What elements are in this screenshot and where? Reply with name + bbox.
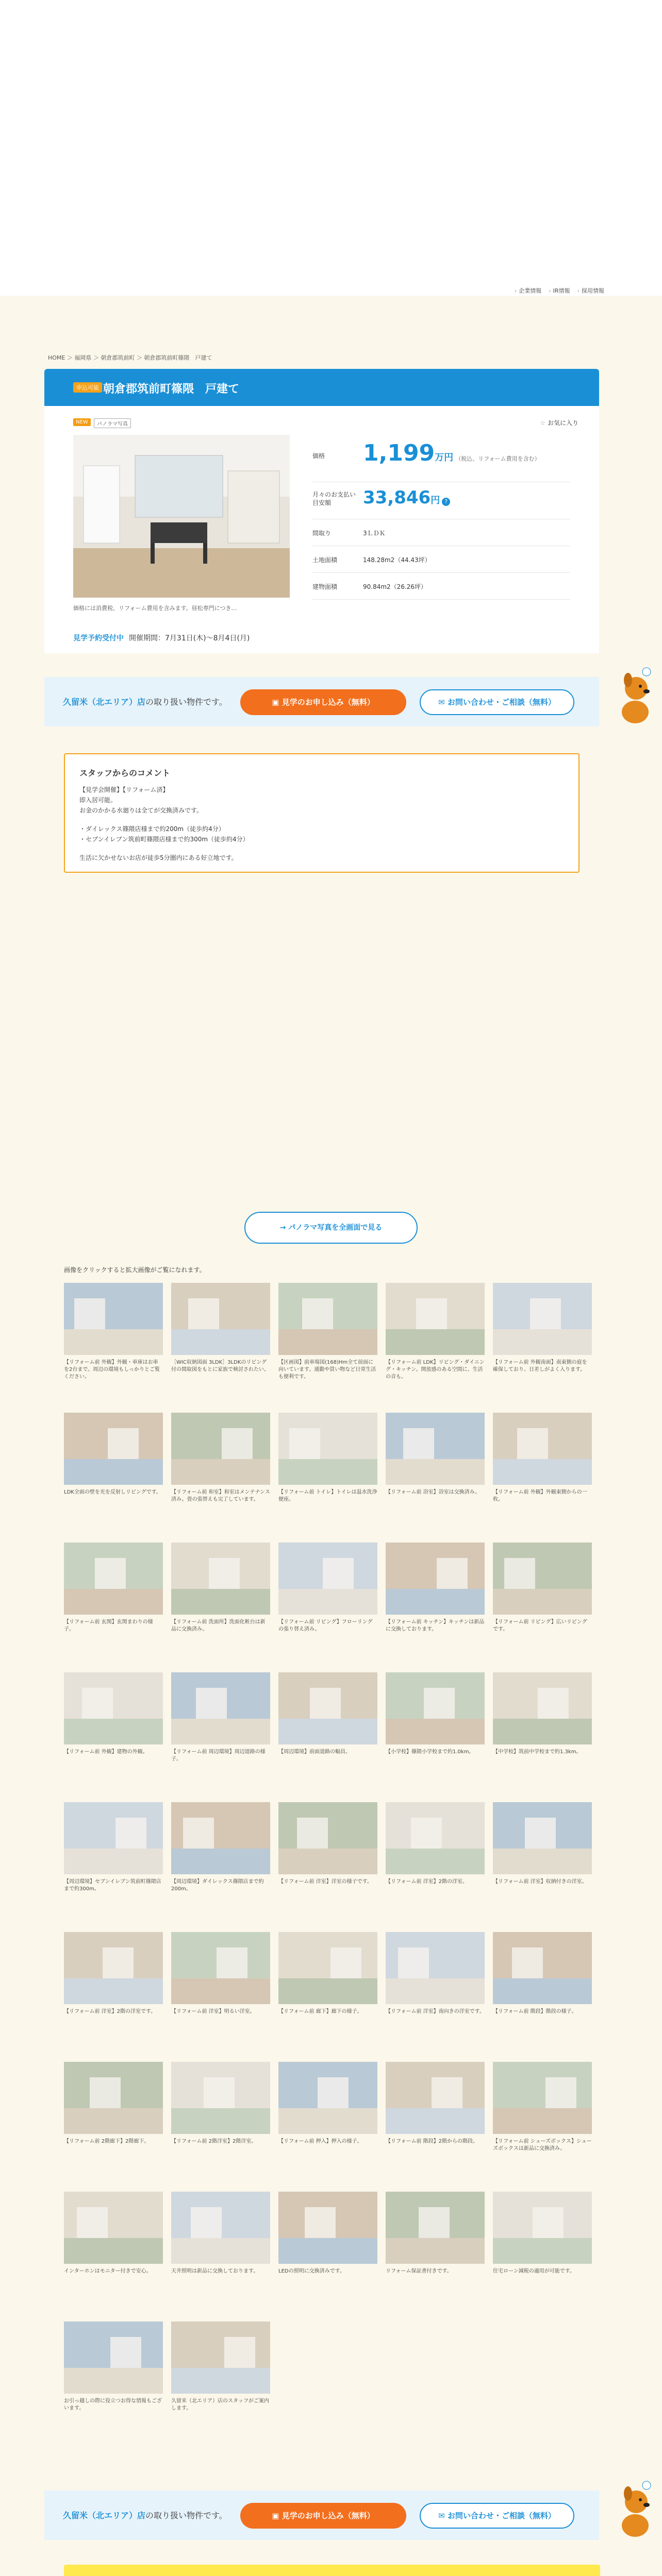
- gallery-caption: 【リフォーム前 外観南面】南東側の庭を確保しており、日差しがよく入ります。: [493, 1360, 587, 1372]
- gallery-thumbnail[interactable]: [64, 1802, 163, 1907]
- gallery-thumbnail[interactable]: [278, 1283, 377, 1388]
- cta-text: [63, 696, 227, 707]
- cta-text-suffix: の取り扱い物件です。: [145, 2511, 227, 2520]
- gallery-caption: 【リフォーム前 周辺環境】周辺道路の様子。: [171, 1749, 266, 1762]
- gallery-hint: 画像をクリックすると拡大画像がご覧になれます。: [64, 1266, 206, 1274]
- gallery-thumbnail[interactable]: [64, 2062, 163, 2167]
- price-unit: 万円: [435, 452, 454, 463]
- store-name[interactable]: 久留米（北エリア）店: [63, 697, 146, 707]
- top-links: [515, 286, 604, 295]
- top-link-ir[interactable]: › IR情報: [549, 286, 570, 295]
- building-area-label: 建物面積: [312, 583, 338, 590]
- monthly-unit: 円: [431, 495, 440, 506]
- top-link-recruit[interactable]: › 採用情報: [577, 286, 604, 295]
- building-area-value: 90.84m2（26.26坪）: [363, 583, 427, 590]
- gallery-thumbnail[interactable]: [386, 1413, 485, 1518]
- gallery-photo-icon: [278, 1672, 377, 1744]
- gallery-thumbnail[interactable]: [171, 1932, 270, 2037]
- gallery-caption: 【リフォーム前 洋室】2階の洋室です。: [64, 2009, 156, 2014]
- gallery-photo-icon: [493, 2192, 592, 2264]
- open-house-line: [73, 633, 250, 643]
- price-value-group: [363, 440, 540, 466]
- comment-line: 【見学会開催】【リフォーム済】: [79, 786, 169, 793]
- gallery-caption: 【リフォーム前 外観】外観・車庫はお車を2台まで。周辺の環境もしっかりとご覧ください。: [64, 1360, 160, 1380]
- top-link-company[interactable]: › 企業情報: [515, 286, 541, 295]
- gallery-photo-icon: [171, 1543, 270, 1615]
- gallery-caption: 【リフォーム前 廊下】廊下の様子。: [278, 2009, 362, 2014]
- cta-text-suffix: の取り扱い物件です。: [145, 697, 227, 707]
- gallery-thumbnail[interactable]: [493, 1413, 592, 1518]
- mascot-icon: [615, 663, 656, 724]
- gallery-photo-icon: [386, 1413, 485, 1485]
- favorite-button[interactable]: ☆ お気に入り: [540, 418, 578, 427]
- gallery-thumbnail[interactable]: [493, 1543, 592, 1648]
- gallery-caption: 【リフォーム前 外観】外観東側からの一枚。: [493, 1489, 587, 1502]
- comment-spacer: [79, 844, 564, 853]
- gallery-thumbnail[interactable]: [493, 1283, 592, 1388]
- panorama-button-label: パノラマ写真を全画面で見る: [288, 1224, 383, 1232]
- gallery-caption: 【リフォーム前 洋室】南向きの洋室です。: [386, 2009, 485, 2014]
- gallery-photo-icon: [64, 2062, 163, 2134]
- gallery-thumbnail[interactable]: [64, 1543, 163, 1648]
- gallery-photo-icon: [493, 1283, 592, 1355]
- gallery-photo-icon: [64, 1672, 163, 1744]
- gallery-caption: 【リフォーム前 階段】2階からの階段。: [386, 2139, 478, 2144]
- gallery-photo-icon: [171, 1802, 270, 1874]
- gallery-photo-icon: [386, 1543, 485, 1615]
- gallery-caption: 【リフォーム前 2階洋室】2階洋室。: [171, 2139, 257, 2144]
- comment-line: お金のかかる水廻りは全てが交換済みです。: [79, 807, 203, 814]
- mascot-icon: [615, 2476, 656, 2538]
- status-badge: 申込可能: [73, 382, 102, 393]
- cta-text: [63, 2509, 227, 2521]
- gallery-caption: 【リフォーム前 トイレ】トイレは温水洗浄便座。: [278, 1489, 377, 1502]
- visit-apply-label: 見学のお申し込み（無料）: [282, 2511, 375, 2520]
- staff-comment-title: スタッフからのコメント: [79, 768, 171, 778]
- gallery-photo-icon: [64, 2192, 163, 2264]
- gallery-thumbnail[interactable]: [493, 1672, 592, 1777]
- gallery-thumbnail[interactable]: [386, 1543, 485, 1648]
- breadcrumb[interactable]: HOME ＞ 福岡県 ＞ 朝倉郡筑前町 ＞ 朝倉郡筑前町篠隈 戸建て: [48, 354, 212, 361]
- gallery-photo-icon: [493, 2062, 592, 2134]
- gallery-photo-icon: [278, 1543, 377, 1615]
- price-value: 1,199: [363, 440, 435, 466]
- gallery-thumbnail[interactable]: [171, 2192, 270, 2297]
- comment-line: ・セブンイレブン筑前町篠隈店様まで約300m（徒歩約4分）: [79, 836, 249, 843]
- gallery-photo-icon: [493, 1543, 592, 1615]
- gallery-caption: 【周辺環境】ダイレックス篠隈店まで約200m。: [171, 1879, 264, 1892]
- gallery-photo-icon: [386, 2062, 485, 2134]
- gallery-photo-icon: [171, 1283, 270, 1355]
- main-photo[interactable]: [73, 435, 290, 598]
- land-area-label: 土地面積: [312, 556, 338, 564]
- gallery-thumbnail[interactable]: [386, 1932, 485, 2037]
- gallery-caption: 【区画図】前車場図(168)Hm全て前面に向いています。通勤や買い物など日常生活も便利です。: [278, 1360, 376, 1380]
- gallery-photo-icon: [278, 1932, 377, 2004]
- gallery-thumbnail[interactable]: [493, 1802, 592, 1907]
- info-icon[interactable]: ?: [442, 498, 450, 506]
- gallery-caption: 久留米（北エリア）店のスタッフがご案内します。: [171, 2398, 269, 2411]
- gallery-thumbnail[interactable]: [64, 2321, 163, 2427]
- gallery-caption: 【周辺環境】前面道路の幅員。: [278, 1749, 351, 1755]
- gallery-photo-icon: [171, 1413, 270, 1485]
- gallery-photo-icon: [278, 1413, 377, 1485]
- gallery-thumbnail[interactable]: [278, 1543, 377, 1648]
- gallery-thumbnail[interactable]: [278, 1802, 377, 1907]
- open-house-period: 開催期間：7月31日(木)〜8月4日(月): [129, 634, 250, 642]
- gallery-thumbnail[interactable]: [386, 1283, 485, 1388]
- spec-floorplan-row: [312, 519, 570, 546]
- gallery-photo-icon: [171, 1932, 270, 2004]
- gallery-photo-icon: [386, 2192, 485, 2264]
- gallery-thumbnail[interactable]: [386, 1802, 485, 1907]
- property-detail-card: [44, 406, 599, 653]
- gallery-thumbnail[interactable]: [171, 2321, 270, 2427]
- gallery-photo-icon: [278, 2192, 377, 2264]
- spec-monthly-row: [312, 482, 570, 519]
- gallery-caption: 【リフォーム前 外観】建物の外観。: [64, 1749, 148, 1755]
- gallery-thumbnail[interactable]: [171, 1672, 270, 1777]
- mail-icon: ✉: [438, 698, 448, 707]
- inquiry-button[interactable]: [420, 689, 574, 715]
- gallery-photo-icon: [493, 1413, 592, 1485]
- open-house-label: 見学予約受付中: [73, 634, 124, 642]
- gallery-caption: ［WIC収納図面 3LDK］3LDKのリビング付の間取図をもとに家族で検討されたい。: [171, 1360, 269, 1372]
- comment-line: ・ダイレックス篠隈店様まで約200m（徒歩約4分）: [79, 825, 225, 833]
- spec-land-row: [312, 546, 570, 573]
- cta-band-bottom: [44, 2490, 599, 2540]
- calendar-icon: ▣: [272, 698, 282, 707]
- gallery-caption: 【リフォーム前 キッチン】キッチンは新品に交換しております。: [386, 1619, 485, 1632]
- gallery-caption: インターホンはモニター付きで安心。: [64, 2268, 152, 2274]
- gallery-caption: 【リフォーム前 リビング】広いリビングです。: [493, 1619, 587, 1632]
- comment-spacer: [79, 816, 564, 824]
- gallery-caption: 【小学校】篠隈小学校まで約1.0km。: [386, 1749, 474, 1755]
- gallery-caption: 【リフォーム前 リビング】フローリングの張り替え済み。: [278, 1619, 373, 1632]
- arrow-right-icon: →: [279, 1224, 289, 1232]
- gallery-caption: 【リフォーム前 階段】階段の様子。: [493, 2009, 577, 2014]
- living-room-photo-icon: [73, 435, 290, 598]
- gallery-photo-icon: [171, 1672, 270, 1744]
- cta-band-top: [44, 677, 599, 726]
- gallery-photo-icon: [64, 1802, 163, 1874]
- gallery-thumbnail[interactable]: [386, 2062, 485, 2167]
- main-photo-caption: 価格には消費税、リフォーム費用を含みます。昼松専門につき…: [73, 605, 237, 612]
- gallery-thumbnail[interactable]: [171, 2062, 270, 2167]
- gallery-thumbnail[interactable]: [171, 1802, 270, 1907]
- gallery-thumbnail[interactable]: [278, 1932, 377, 2037]
- gallery-thumbnail[interactable]: [64, 2192, 163, 2297]
- gallery-caption: 【リフォーム前 洋室】2階の洋室。: [386, 1879, 468, 1885]
- gallery-caption: 【リフォーム前 シューズボックス】シューズボックスは新品に交換済み。: [493, 2139, 592, 2151]
- gallery-caption: 【リフォーム前 洋室】明るい洋室。: [171, 2009, 255, 2014]
- gallery-thumbnail[interactable]: [64, 1413, 163, 1518]
- gallery-photo-icon: [493, 1802, 592, 1874]
- property-title-bar: [44, 369, 599, 406]
- gallery-caption: 【中学校】筑前中学校まで約1.3km。: [493, 1749, 582, 1755]
- new-badge: NEW: [73, 418, 91, 426]
- gallery-caption: 天井照明は新品に交換しております。: [171, 2268, 259, 2274]
- gallery-photo-icon: [386, 1672, 485, 1744]
- gallery-photo-icon: [64, 1932, 163, 2004]
- gallery-caption: お引っ越しの際に役立つお得な情報もございます。: [64, 2398, 162, 2411]
- spec-building-row: [312, 573, 570, 600]
- gallery-thumbnail[interactable]: [493, 2192, 592, 2297]
- gallery-photo-icon: [64, 1283, 163, 1355]
- monthly-value: 33,846: [363, 487, 431, 508]
- gallery-photo-icon: [493, 1672, 592, 1744]
- gallery-photo-icon: [278, 2062, 377, 2134]
- page-title: 朝倉郡筑前町篠隈 戸建て: [103, 383, 240, 396]
- gallery-photo-icon: [386, 1802, 485, 1874]
- store-name[interactable]: 久留米（北エリア）店: [63, 2511, 146, 2520]
- gallery-thumbnail[interactable]: [64, 1283, 163, 1388]
- panorama-badge: パノラマ写真: [94, 418, 131, 428]
- comment-line: 生活に欠かせないお店が徒歩5分圏内にある好立地です。: [79, 854, 238, 861]
- gallery-photo-icon: [171, 2321, 270, 2394]
- gallery-caption: LEDの照明に交換済みです。: [278, 2268, 345, 2274]
- inquiry-button[interactable]: [420, 2503, 574, 2529]
- inquiry-label: お問い合わせ・ご相談（無料）: [447, 698, 556, 707]
- gallery-thumbnail[interactable]: [171, 1283, 270, 1388]
- gallery-photo-icon: [278, 1283, 377, 1355]
- gallery-photo-icon: [386, 1932, 485, 2004]
- gallery-photo-icon: [386, 1283, 485, 1355]
- gallery-caption: 【リフォーム前 浴室】浴室は交換済み。: [386, 1489, 481, 1495]
- visit-apply-label: 見学のお申し込み（無料）: [282, 698, 375, 707]
- gallery-thumbnail[interactable]: [493, 2062, 592, 2167]
- gallery-thumbnail[interactable]: [493, 1932, 592, 2037]
- gallery-thumbnail[interactable]: [171, 1543, 270, 1648]
- gallery-thumbnail[interactable]: [278, 2192, 377, 2297]
- gallery-caption: 【リフォーム前 押入】押入の様子。: [278, 2139, 362, 2144]
- gallery-caption: 【リフォーム前 LDK】リビング・ダイニング・キッチン。開放感のある空間に、生活の音も。: [386, 1360, 485, 1380]
- gallery-thumbnail[interactable]: [278, 1413, 377, 1518]
- gallery-caption: 【リフォーム前 2階廊下】2階廊下。: [64, 2139, 150, 2144]
- gallery-caption: 【リフォーム前 洗面所】洗面化粧台は新品に交換済み。: [171, 1619, 266, 1632]
- gallery-photo-icon: [171, 2192, 270, 2264]
- gallery-caption: リフォーム保証書付きです。: [386, 2268, 452, 2274]
- gallery-thumbnail[interactable]: [386, 2192, 485, 2297]
- gallery-thumbnail[interactable]: [171, 1413, 270, 1518]
- gallery-caption: 【リフォーム前 洋室】収納付きの洋室。: [493, 1879, 587, 1885]
- gallery-photo-icon: [171, 2062, 270, 2134]
- gallery-caption: 【リフォーム前 和室】和室はメンテナンス済み。畳の張替えも完了しています。: [171, 1489, 270, 1502]
- gallery-photo-icon: [64, 1543, 163, 1615]
- gallery-thumbnail[interactable]: [278, 2062, 377, 2167]
- gallery-photo-icon: [493, 1932, 592, 2004]
- land-area-value: 148.28m2（44.43坪）: [363, 556, 431, 564]
- gallery-caption: LDK全面の壁を光を反射しリビングです。: [64, 1489, 161, 1495]
- gallery-thumbnail[interactable]: [64, 1672, 163, 1777]
- gallery-caption: 【周辺環境】セブンイレブン筑前町篠隈店まで約300m。: [64, 1879, 161, 1892]
- gallery-caption: 【リフォーム前 洋室】洋室の様子です。: [278, 1879, 372, 1885]
- gallery-thumbnail[interactable]: [278, 1672, 377, 1777]
- gallery-photo-icon: [64, 1413, 163, 1485]
- panorama-fullscreen-button[interactable]: [244, 1212, 418, 1244]
- gallery-photo-icon: [278, 1802, 377, 1874]
- visit-apply-button[interactable]: [240, 689, 406, 715]
- price-note: （税込、リフォーム費用を含む）: [455, 455, 540, 462]
- monthly-value-group: [363, 487, 450, 508]
- visit-apply-button[interactable]: [240, 2503, 406, 2529]
- inquiry-label: お問い合わせ・ご相談（無料）: [447, 2511, 556, 2520]
- floor-plan-label: 間取り: [312, 530, 332, 537]
- open-house-box: [64, 2565, 600, 2576]
- staff-comment-box: [64, 753, 580, 873]
- comment-line: 即入居可能。: [79, 796, 117, 804]
- gallery-thumbnail[interactable]: [386, 1672, 485, 1777]
- floor-plan-value: 3ＬＤＫ: [363, 530, 386, 537]
- gallery-caption: 【リフォーム前 玄関】玄関まわりの様子。: [64, 1619, 153, 1632]
- spec-price-row: [312, 435, 570, 482]
- gallery-thumbnail[interactable]: [64, 1932, 163, 2037]
- mail-icon: ✉: [438, 2511, 448, 2520]
- gallery-caption: 住宅ローン減税の適用が可能です。: [493, 2268, 575, 2274]
- price-label: 価格: [312, 452, 325, 460]
- calendar-icon: ▣: [272, 2511, 282, 2520]
- monthly-label: 月々のお支払い 目安額: [312, 491, 356, 506]
- gallery-photo-icon: [64, 2321, 163, 2394]
